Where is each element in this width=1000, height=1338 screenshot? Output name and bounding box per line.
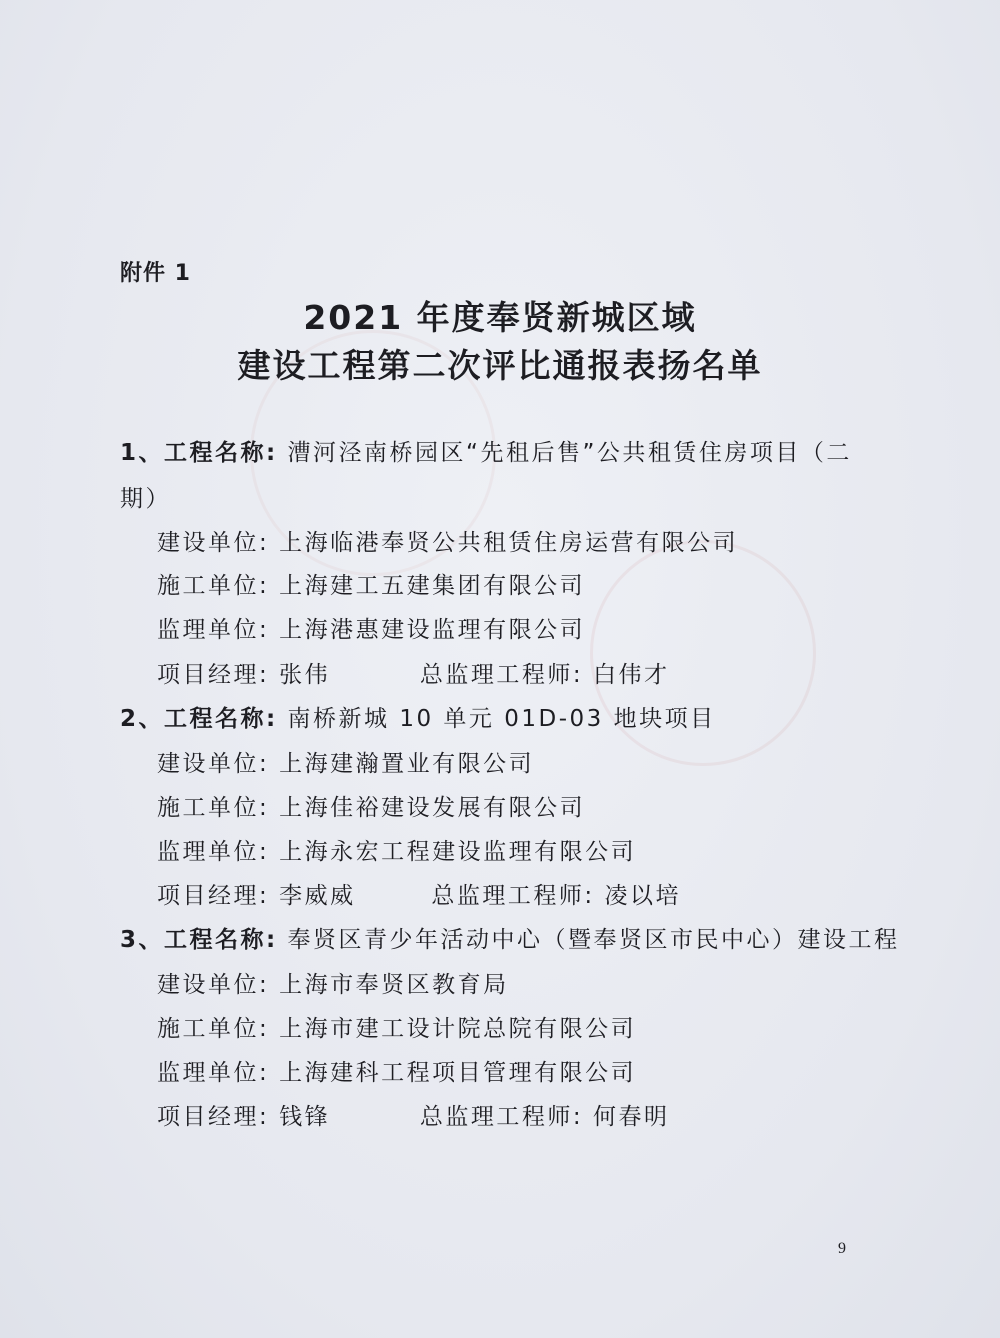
project-2-contractor-row bbox=[157, 789, 585, 822]
project-3-name-row bbox=[120, 921, 900, 954]
project-2-personnel-row bbox=[157, 877, 681, 910]
project-1-personnel-row bbox=[157, 656, 669, 689]
supervisor-label: 监理单位: bbox=[157, 839, 270, 865]
chief-engineer-value: 何春明 bbox=[592, 1104, 670, 1130]
project-index: 2、 bbox=[120, 706, 165, 732]
pm-label: 项目经理: bbox=[157, 1104, 270, 1130]
project-3-supervisor-row bbox=[157, 1054, 636, 1087]
project-name-label: 工程名称: bbox=[164, 706, 278, 732]
page-number: 9 bbox=[838, 1240, 846, 1257]
project-name: 漕河泾南桥园区“先租后售”公共租赁住房项目（二 bbox=[287, 440, 852, 466]
chief-engineer-value: 凌以培 bbox=[604, 883, 681, 909]
builder-value: 上海市奉贤区教育局 bbox=[279, 972, 509, 998]
project-2-supervisor-row bbox=[157, 833, 636, 866]
builder-label: 建设单位: bbox=[157, 751, 270, 777]
supervisor-label: 监理单位: bbox=[157, 1060, 270, 1086]
supervisor-value: 上海港惠建设监理有限公司 bbox=[279, 617, 586, 643]
contractor-label: 施工单位: bbox=[157, 795, 270, 821]
project-2-builder-row bbox=[157, 745, 534, 778]
builder-label: 建设单位: bbox=[157, 530, 270, 556]
chief-engineer-value: 白伟才 bbox=[592, 662, 670, 688]
pm-label: 项目经理: bbox=[157, 883, 270, 909]
chief-engineer-label: 总监理工程师: bbox=[419, 662, 584, 688]
builder-label: 建设单位: bbox=[157, 972, 270, 998]
pm-value: 张伟 bbox=[279, 662, 331, 688]
contractor-label: 施工单位: bbox=[157, 573, 270, 599]
builder-value: 上海建瀚置业有限公司 bbox=[279, 751, 535, 777]
project-name: 南桥新城 10 单元 01D-03 地块项目 bbox=[287, 706, 716, 732]
project-3-personnel-row bbox=[157, 1098, 669, 1131]
builder-value: 上海临港奉贤公共租赁住房运营有限公司 bbox=[279, 530, 739, 556]
project-index: 1、 bbox=[120, 440, 165, 466]
project-1-name-continuation: 期） bbox=[120, 486, 171, 512]
project-2-name-row bbox=[120, 700, 716, 733]
contractor-value: 上海建工五建集团有限公司 bbox=[279, 573, 586, 599]
project-name-label: 工程名称: bbox=[164, 927, 278, 953]
supervisor-label: 监理单位: bbox=[157, 617, 270, 643]
project-3-builder-row bbox=[157, 966, 509, 999]
project-name-label: 工程名称: bbox=[164, 440, 278, 466]
project-1-supervisor-row bbox=[157, 611, 585, 644]
title-line-2: 建设工程第二次评比通报表扬名单 bbox=[237, 346, 763, 385]
project-1-name-row bbox=[120, 434, 852, 467]
contractor-value: 上海佳裕建设发展有限公司 bbox=[279, 795, 586, 821]
pm-value: 李威威 bbox=[279, 883, 356, 909]
project-1-builder-row bbox=[157, 524, 738, 557]
contractor-label: 施工单位: bbox=[157, 1016, 270, 1042]
project-3-contractor-row bbox=[157, 1010, 636, 1043]
project-index: 3、 bbox=[120, 927, 165, 953]
chief-engineer-label: 总监理工程师: bbox=[431, 883, 595, 909]
pm-value: 钱锋 bbox=[279, 1104, 331, 1130]
chief-engineer-label: 总监理工程师: bbox=[419, 1104, 584, 1130]
supervisor-value: 上海永宏工程建设监理有限公司 bbox=[279, 839, 637, 865]
contractor-value: 上海市建工设计院总院有限公司 bbox=[279, 1016, 637, 1042]
supervisor-value: 上海建科工程项目管理有限公司 bbox=[279, 1060, 637, 1086]
attachment-label: 附件 1 bbox=[120, 261, 191, 286]
title-line-1: 2021 年度奉贤新城区域 bbox=[303, 298, 697, 337]
project-1-contractor-row bbox=[157, 567, 585, 600]
pm-label: 项目经理: bbox=[157, 662, 270, 688]
project-name: 奉贤区青少年活动中心（暨奉贤区市民中心）建设工程 bbox=[287, 927, 900, 953]
